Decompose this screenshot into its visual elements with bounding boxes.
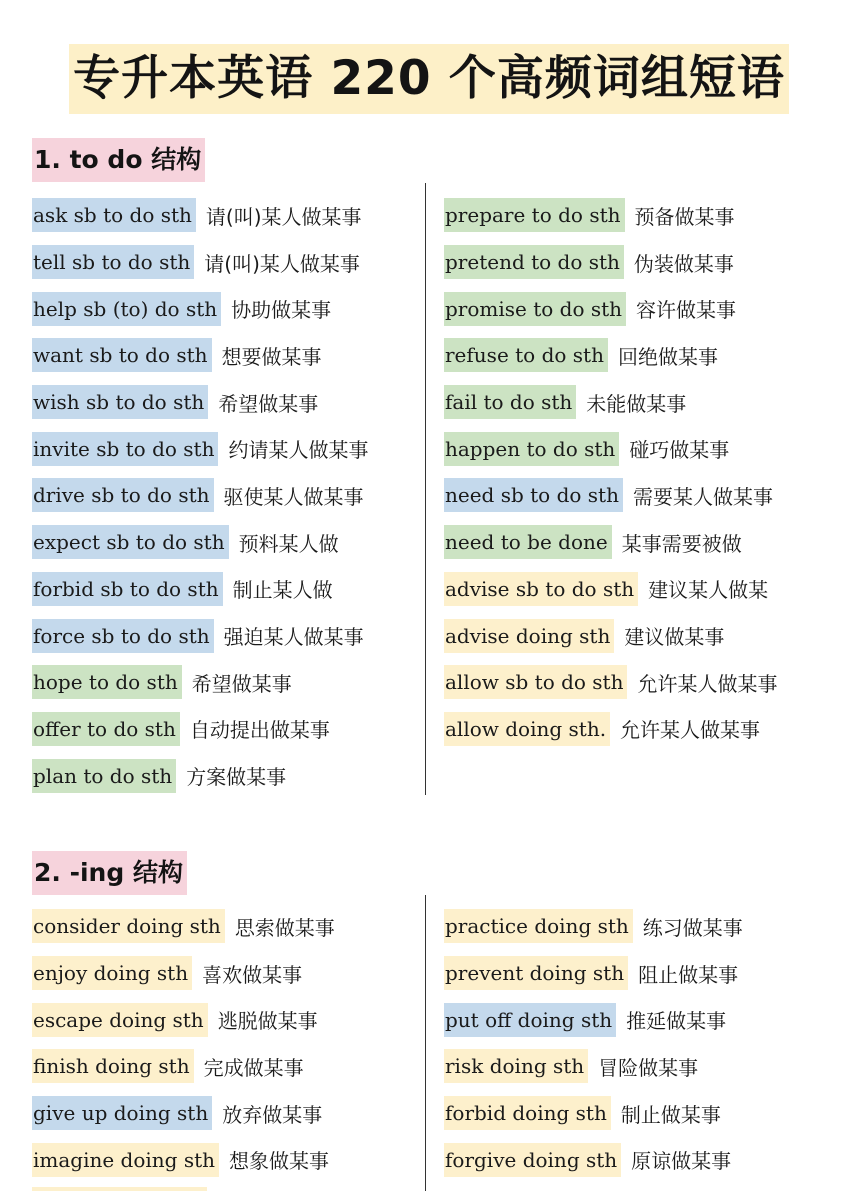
phrase-text: drive sb to do sth — [32, 478, 214, 512]
phrase-text: happen to do sth — [444, 432, 619, 466]
phrase-meaning: 允许某人做某事 — [637, 671, 778, 696]
phrase-text: risk doing sth — [444, 1049, 588, 1083]
phrase-meaning: 自动提出做某事 — [189, 718, 330, 743]
phrase-meaning: 逃脱做某事 — [217, 1009, 318, 1034]
phrase-row — [444, 612, 777, 659]
phrase-row — [32, 1136, 335, 1183]
phrase-text: imagine doing sth — [32, 1143, 219, 1177]
phrase-row — [32, 996, 335, 1043]
column-divider — [425, 895, 426, 1191]
phrase-text: promise to do sth — [444, 292, 626, 326]
phrase-meaning: 冒险做某事 — [598, 1055, 699, 1080]
phrase-meaning: 希望做某事 — [191, 671, 292, 696]
phrase-text: hope to do sth — [32, 665, 182, 699]
phrase-text: invite sb to do sth — [32, 432, 218, 466]
phrase-text: prepare to do sth — [444, 198, 625, 232]
phrase-text: consider doing sth — [32, 909, 225, 943]
phrase-meaning: 容许做某事 — [636, 298, 737, 323]
phrase-text: want sb to do sth — [32, 338, 212, 372]
phrase-row — [32, 1090, 335, 1137]
phrase-meaning: 协助做某事 — [231, 298, 332, 323]
phrase-text: need to be done — [444, 525, 612, 559]
phrase-row — [444, 950, 743, 997]
phrase-row — [32, 379, 368, 426]
phrase-row — [444, 379, 777, 426]
phrase-row — [444, 425, 777, 472]
phrase-text: allow doing sth. — [444, 712, 610, 746]
phrase-row — [444, 996, 743, 1043]
phrase-row — [444, 192, 777, 239]
phrase-row — [444, 1043, 743, 1090]
phrase-row — [32, 659, 368, 706]
phrase-meaning: 请(叫)某人做某事 — [204, 251, 360, 276]
phrase-row — [32, 612, 368, 659]
phrase-meaning: 推延做某事 — [626, 1009, 727, 1034]
phrase-text: tell sb to do sth — [32, 245, 194, 279]
phrase-text: enjoy doing sth — [32, 956, 192, 990]
phrase-meaning: 想要做某事 — [221, 344, 322, 369]
phrase-meaning: 方案做某事 — [186, 765, 287, 790]
phrase-row — [32, 1043, 335, 1090]
phrase-meaning: 强迫某人做某事 — [223, 625, 364, 650]
phrase-row — [444, 285, 777, 332]
phrase-text: help sb (to) do sth — [32, 292, 221, 326]
phrase-text: prevent doing sth — [444, 956, 628, 990]
phrase-meaning: 建议某人做某 — [648, 578, 769, 603]
phrase-text: need sb to do sth — [444, 478, 623, 512]
phrase-row — [32, 519, 368, 566]
phrase-row — [444, 1090, 743, 1137]
phrase-row — [32, 192, 368, 239]
phrase-meaning: 制止某人做 — [232, 578, 333, 603]
phrase-meaning: 想象做某事 — [229, 1149, 330, 1174]
phrase-text: forgive doing sth — [444, 1143, 621, 1177]
cut-off-highlight — [32, 1187, 207, 1191]
phrase-meaning: 预备做某事 — [634, 204, 735, 229]
phrase-text: plan to do sth — [32, 759, 176, 793]
phrase-row — [444, 566, 777, 613]
phrase-text: force sb to do sth — [32, 619, 214, 653]
phrase-meaning: 喜欢做某事 — [202, 962, 303, 987]
section-2-right-column — [444, 903, 743, 1183]
phrase-text: give up doing sth — [32, 1096, 212, 1130]
section-2-left-column — [32, 903, 335, 1183]
phrase-row — [32, 332, 368, 379]
phrase-meaning: 请(叫)某人做某事 — [205, 204, 362, 229]
phrase-meaning: 阻止做某事 — [638, 962, 739, 987]
phrase-text: forbid sb to do sth — [32, 572, 223, 606]
phrase-row — [32, 950, 335, 997]
phrase-meaning: 放弃做某事 — [222, 1102, 323, 1127]
phrase-text: practice doing sth — [444, 909, 633, 943]
phrase-meaning: 碰巧做某事 — [629, 438, 730, 463]
phrase-row — [32, 903, 335, 950]
phrase-meaning: 练习做某事 — [642, 915, 743, 940]
section-heading-ing: 2. -ing 结构 — [32, 851, 187, 895]
phrase-text: advise sb to do sth — [444, 572, 638, 606]
phrase-text: fail to do sth — [444, 385, 576, 419]
phrase-row — [444, 706, 777, 753]
phrase-meaning: 允许某人做某事 — [620, 718, 761, 743]
section-heading-to-do: 1. to do 结构 — [32, 138, 205, 182]
phrase-text: put off doing sth — [444, 1003, 616, 1037]
phrase-row — [32, 706, 368, 753]
phrase-text: pretend to do sth — [444, 245, 624, 279]
phrase-row — [444, 239, 777, 286]
phrase-meaning: 制止做某事 — [620, 1102, 721, 1127]
phrase-meaning: 驱使某人做某事 — [223, 484, 364, 509]
column-divider — [425, 183, 426, 795]
phrase-row — [444, 659, 777, 706]
phrase-row — [32, 752, 368, 799]
phrase-meaning: 需要某人做某事 — [632, 484, 773, 509]
phrase-row — [32, 285, 368, 332]
phrase-text: ask sb to do sth — [32, 198, 196, 232]
phrase-row — [444, 519, 777, 566]
phrase-text: allow sb to do sth — [444, 665, 627, 699]
phrase-row — [444, 903, 743, 950]
phrase-text: refuse to do sth — [444, 338, 608, 372]
phrase-meaning: 完成做某事 — [203, 1055, 304, 1080]
phrase-meaning: 约请某人做某事 — [228, 438, 369, 463]
phrase-row — [32, 472, 368, 519]
phrase-text: forbid doing sth — [444, 1096, 611, 1130]
phrase-text: expect sb to do sth — [32, 525, 229, 559]
page-title: 专升本英语 220 个高频词组短语 — [69, 44, 789, 114]
phrase-meaning: 建议做某事 — [624, 625, 725, 650]
title-wrapper — [0, 44, 858, 114]
phrase-row — [444, 1136, 743, 1183]
section-1-left-column — [32, 192, 368, 799]
phrase-text: offer to do sth — [32, 712, 180, 746]
phrase-text: wish sb to do sth — [32, 385, 208, 419]
phrase-text: advise doing sth — [444, 619, 614, 653]
phrase-text: finish doing sth — [32, 1049, 194, 1083]
phrase-meaning: 回绝做某事 — [617, 344, 718, 369]
phrase-meaning: 某事需要被做 — [621, 531, 742, 556]
phrase-row — [32, 239, 368, 286]
phrase-text: escape doing sth — [32, 1003, 208, 1037]
section-1-right-column — [444, 192, 777, 752]
phrase-meaning: 原谅做某事 — [631, 1149, 732, 1174]
phrase-meaning: 未能做某事 — [586, 391, 687, 416]
phrase-meaning: 希望做某事 — [218, 391, 319, 416]
phrase-row — [32, 425, 368, 472]
phrase-row — [444, 332, 777, 379]
phrase-row — [32, 566, 368, 613]
phrase-meaning: 思索做某事 — [234, 915, 335, 940]
phrase-meaning: 预料某人做 — [238, 531, 339, 556]
phrase-meaning: 伪装做某事 — [633, 251, 734, 276]
phrase-row — [444, 472, 777, 519]
